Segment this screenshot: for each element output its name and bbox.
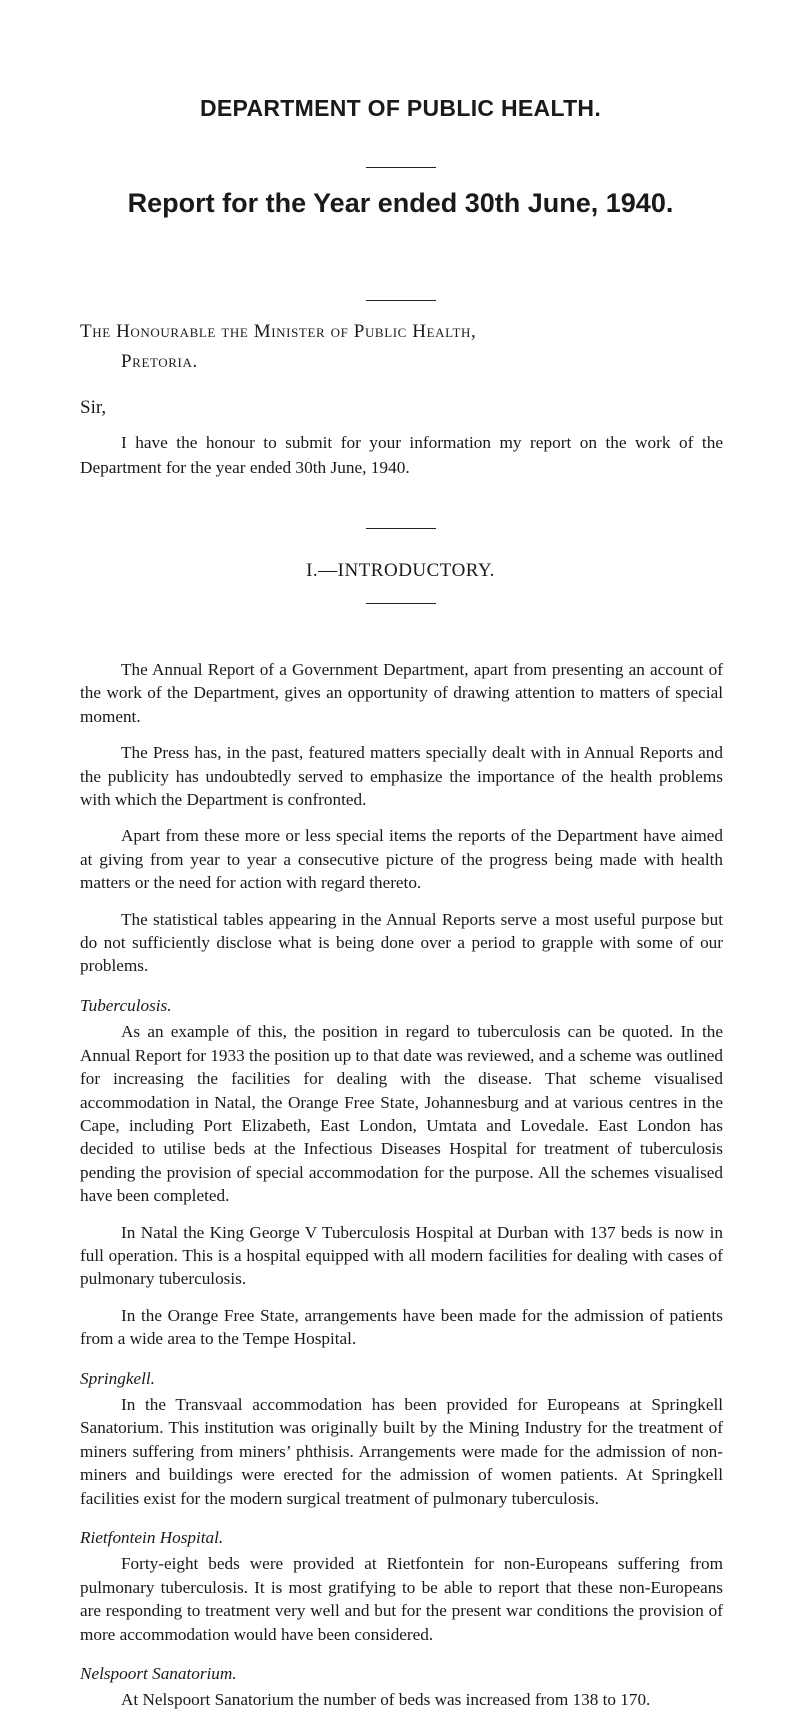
tuberculosis-paragraph: In the Orange Free State, arrangements have been made for the admission of patients from a wide area to the Tempe Hospital. bbox=[80, 1305, 723, 1349]
salutation: Sir, bbox=[80, 397, 107, 418]
tuberculosis-paragraph: In Natal the King George V Tuberculosis Hospital at Durban with 137 beds is now in full operation. This is a hospital equipped with all modern facilities for dealing with cases of pulmonary tuberculosis. bbox=[80, 1222, 723, 1289]
intro-paragraph: The statistical tables appearing in the Annual Reports serve a most useful purpose but do not sufficiently disclose what is being done over a period to grapple with some of our problems. bbox=[80, 909, 723, 976]
intro-paragraph: Apart from these more or less special items the reports of the Department have aimed at giving from year to year a consecutive picture of the progress being made with health matters or the need for action with regard thereto. bbox=[80, 826, 723, 893]
divider bbox=[366, 603, 436, 604]
addressee-title: The Honourable the Minister of Public Health, bbox=[80, 321, 477, 342]
tuberculosis-heading: Tuberculosis. bbox=[80, 995, 172, 1015]
addressee bbox=[80, 317, 476, 377]
intro-paragraph: The Annual Report of a Government Department, apart from presenting an account of the work of the Department, gives an opportunity of drawing attention to matters of special moment. bbox=[80, 660, 723, 726]
springkell-heading: Springkell. bbox=[80, 1368, 155, 1388]
springkell-paragraph: In the Transvaal accommodation has been provided for Europeans at Springkell Sanatorium. This institution was originally built by the Mining Industry for the treatment of miners suffering from miners’ phthisis. Arrangements were made for the admission of non-miners and buildings were erected for the admission of women patients. At Springkell facilities exist for the modern surgical treatment of pulmonary tuberculosis. bbox=[80, 1394, 723, 1508]
report-content bbox=[80, 658, 723, 1725]
department-title: DEPARTMENT OF PUBLIC HEALTH. bbox=[199, 95, 602, 121]
rietfontein-paragraph: Forty-eight beds were provided at Rietfontein for non-Europeans suffering from pulmonary tuberculosis. It is most gratifying to be able to report that these non-Europeans are responding to treatment very well and but for the present war conditions the provision of more accommodation would have been considered. bbox=[80, 1554, 723, 1644]
addressee-city: Pretoria. bbox=[121, 351, 198, 372]
report-title: Report for the Year ended 30th June, 1940. bbox=[127, 188, 674, 218]
tuberculosis-paragraph: As an example of this, the position in regard to tuberculosis can be quoted. In the Annual Report for 1933 the position up to that date was reviewed, and a scheme was outlined for increasing the facilities for dealing with the disease. That scheme visualised accommodation in Natal, the Orange Free State, Johannesburg and at various centres in the Cape, including Port Elizabeth, East London, Umtata and Lovedale. East London has decided to utilise beds at the Infectious Diseases Hospital for treatment of tuberculosis pending the provision of special accommodation for the purpose. All the schemes visualised have been completed. bbox=[80, 1022, 723, 1206]
rietfontein-heading: Rietfontein Hospital. bbox=[80, 1528, 224, 1547]
letter-body: I have the honour to submit for your information my report on the work of the Department for the year ended 30th June, 1940. bbox=[80, 433, 723, 477]
nelspoort-heading: Nelspoort Sanatorium. bbox=[80, 1664, 237, 1684]
intro-paragraph: The Press has, in the past, featured matters specially dealt with in Annual Reports and the publicity has undoubtedly served to emphasize the importance of the health problems with which the Department is confronted. bbox=[80, 743, 723, 810]
divider bbox=[366, 167, 436, 168]
divider bbox=[366, 528, 436, 529]
section-heading: I.—INTRODUCTORY. bbox=[306, 560, 495, 581]
nelspoort-paragraph: At Nelspoort Sanatorium the number of beds was increased from 138 to 170. bbox=[121, 1690, 651, 1710]
divider bbox=[366, 300, 436, 301]
